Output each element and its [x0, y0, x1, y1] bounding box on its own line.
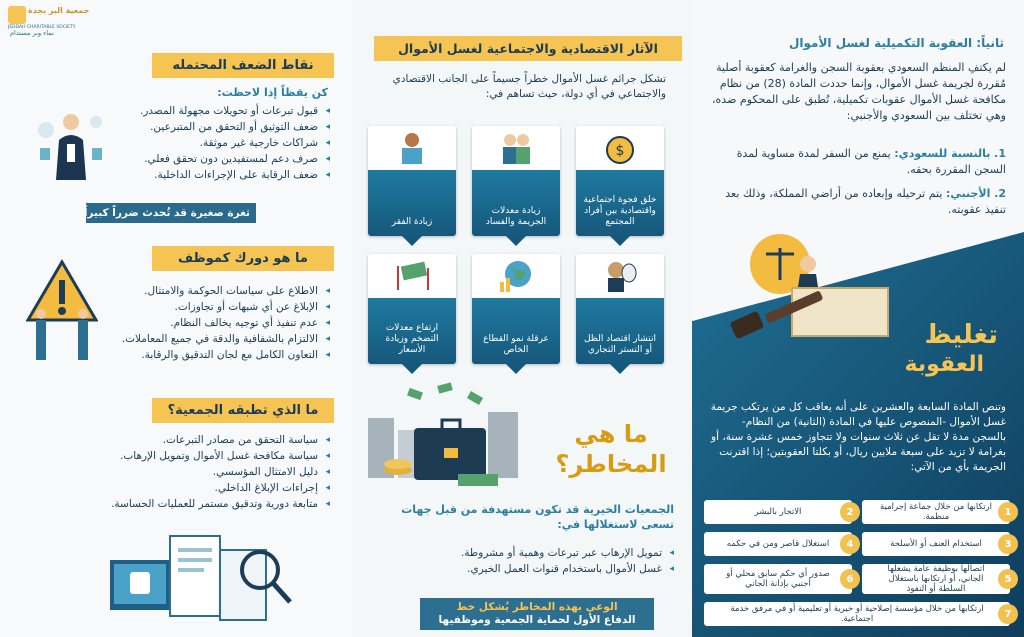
case-number: 1: [998, 502, 1018, 522]
aggravation-title-line2: العقوبة: [904, 352, 984, 377]
list-item: ◂ إجراءات الإبلاغ الداخلي.: [80, 481, 330, 495]
effects-title: الآثار الاقتصادية والاجتماعية لغسل الأموال: [374, 36, 682, 61]
businessman-illustration-icon: [26, 100, 116, 190]
list-item: ◂ غسل الأموال باستخدام قنوات العمل الخيري.: [374, 562, 674, 576]
weak-points-list: [110, 104, 330, 184]
case-number: 5: [998, 569, 1018, 589]
masks-icon: [600, 258, 640, 294]
article-text: وتنص المادة السابعة والعشرين على أنه يعاقب كل من يرتكب جريمة غسل الأموال -المنصوص عليها في المادة (الثانية) من النظام- بالسجن مدة لا تقل عن ثلاث سنوات ولا تتجاوز خمس عشرة سنة، أو بغرامة لا تزيد على سبعة ملايين ريال، أو بكلتا العقوبتين؛ إذا اقترنت الجريمة بأي من الآتي:: [710, 401, 1006, 473]
list-item: ◂ دليل الامتثال المؤسسي.: [80, 465, 330, 479]
case-item: [862, 532, 1010, 556]
effect-card-label: ارتفاع معدلات التضخم وزيادة الأسعار: [385, 323, 439, 355]
case-item: [704, 564, 852, 594]
case-text: اتصالها بوظيفة عامة يشغلها الجاني، أو ارتكابها باستغلال السلطة أو النفوذ: [887, 564, 985, 594]
list-item: ◂ التعاون الكامل مع لجان التدقيق والرقابة.: [100, 348, 330, 362]
case-text: ارتكابها من خلال مؤسسة إصلاحية أو خيرية أو تعليمية أو في مرفق خدمة اجتماعية.: [730, 604, 984, 624]
case-text: صدور أي حكم سابق محلي أو أجنبي بإدانة الجاني: [726, 569, 830, 589]
effect-card: [472, 126, 560, 236]
list-item: ◂ عدم تنفيذ أي توجيه يخالف النظام.: [100, 316, 330, 330]
awareness-tag: [420, 598, 654, 630]
list-item: ◂ سياسة مكافحة غسل الأموال وتمويل الإرهاب.: [80, 449, 330, 463]
judge-gavel-illustration-icon: [704, 218, 894, 368]
case-item: [862, 564, 1010, 594]
inflation-icon: [392, 258, 432, 294]
case-item: [704, 602, 1010, 626]
left-panel: [0, 0, 352, 637]
case-item: [704, 500, 852, 524]
list-item: ◂ سياسة التحقق من مصادر التبرعات.: [80, 433, 330, 447]
effect-card: [576, 254, 664, 364]
effects-intro: تشكل جرائم غسل الأموال خطراً جسيماً على الجانب الاقتصادي والاجتماعي في أي دولة، حيث تساهم في:: [392, 73, 666, 100]
society-applies-list: [80, 433, 330, 513]
effect-card-label: انتشار اقتصاد الظل أو التستر التجاري: [583, 334, 657, 355]
weak-points-tag: ثغرة صغيرة قد تُحدث ضرراً كبيراً: [86, 203, 256, 223]
case-number: 2: [840, 502, 860, 522]
saudi-penalty: [710, 146, 1006, 178]
effect-card-label: زيادة معدلات الجريمة والفساد: [485, 206, 547, 227]
risks-title-line1: ما هي: [574, 420, 648, 448]
saudi-text: يمنع من السفر لمدة مساوية لمدة السجن المقررة بحقه.: [736, 147, 1006, 176]
awareness-line1: الوعي بهذه المخاطر يُشكل خط: [456, 601, 618, 613]
criminals-icon: [496, 130, 536, 166]
list-item: ◂ قبول تبرعات أو تحويلات مجهولة المصدر.: [110, 104, 330, 118]
list-item: ◂ ضعف الرقابة على الإجراءات الداخلية.: [110, 168, 330, 182]
foreign-label: 2. الأجنبي:: [945, 187, 1006, 200]
right-panel: [692, 0, 1024, 637]
list-item: ◂ الإبلاغ عن أي شبهات أو تجاوزات.: [100, 300, 330, 314]
case-number: 6: [840, 569, 860, 589]
case-text: استغلال قاصر ومن في حكمه: [726, 539, 830, 549]
case-item: [704, 532, 852, 556]
penalty-text: لم يكتفِ المنظم السعودي بعقوبة السجن والغرامة كعقوبة أصلية مُقررة لجريمة غسل الأموال، وإنما حددت المادة (28) من نظام مكافحة غسل الأموال عقوبات تكميلية، تُطبق على المحكوم ضده، وهي تختلف بين السعودي والأجنبي:: [711, 61, 1006, 122]
case-number: 7: [998, 604, 1018, 624]
svg-text:$: $: [615, 143, 625, 159]
risks-list: [374, 546, 674, 578]
globe-chart-icon: [496, 258, 536, 294]
list-item: ◂ صرف دعم لمستفيدين دون تحقق فعلي.: [110, 152, 330, 166]
effect-card: [576, 126, 664, 236]
effect-card: [472, 254, 560, 364]
employee-role-list: [100, 284, 330, 364]
case-number: 4: [840, 534, 860, 554]
effect-card: [368, 126, 456, 236]
middle-panel: [352, 0, 692, 637]
list-item: ◂ تمويل الإرهاب عبر تبرعات وهمية أو مشروطة.: [374, 546, 674, 560]
case-text: استخدام العنف أو الأسلحة: [890, 539, 982, 549]
weak-points-subtitle: كن يقظاً إذا لاحظت:: [217, 86, 328, 99]
list-item: ◂ ضعف التوثيق أو التحقق من المتبرعين.: [110, 120, 330, 134]
list-item: ◂ الاطلاع على سياسات الحوكمة والامتثال.: [100, 284, 330, 298]
logo-sub: JEDDAH CHARITABLE SOCIETY: [8, 25, 76, 30]
aggravation-title-line1: تغليظ: [924, 320, 998, 350]
penalty-title: ثانياً: العقوبة التكميلية لغسل الأموال: [788, 36, 1004, 50]
case-text: ارتكابها من خلال جماعة إجرامية منظمة.: [879, 502, 993, 522]
foreign-text: يتم ترحيله وإبعاده من أراضي المملكة، وذلك بعد تنفيذ عقوبته.: [725, 187, 1006, 216]
effect-card-label: خلق فجوة اجتماعية واقتصادية بين أفراد المجتمع: [583, 195, 657, 227]
awareness-line2: الدفاع الأول لحماية الجمعية وموظفيها: [438, 614, 636, 626]
warning-sign-icon: [26, 258, 98, 368]
slogan: نماء وبر مستدام: [10, 29, 54, 37]
case-text: الاتجار بالبشر: [754, 507, 802, 517]
list-item: ◂ متابعة دورية وتدقيق مستمر للعمليات الحساسة.: [80, 497, 330, 511]
money-briefcase-illustration-icon: [358, 378, 538, 498]
list-item: ◂ شراكات خارجية غير موثقة.: [110, 136, 330, 150]
saudi-label: 1. بالنسبة للسعودي:: [894, 147, 1006, 160]
effect-card: [368, 254, 456, 364]
employee-role-title: ما هو دورك كموظف: [152, 246, 334, 271]
effect-card-label: عرقلة نمو القطاع الخاص: [483, 334, 549, 355]
list-item: ◂ الالتزام بالشفافية والدقة في جميع المعاملات.: [100, 332, 330, 346]
society-applies-title: ما الذي تطبقه الجمعية؟: [152, 398, 334, 423]
logo-text: جمعية البر بجدة: [28, 6, 90, 15]
documents-security-illustration-icon: [70, 530, 310, 630]
case-item: [862, 500, 1010, 524]
poverty-icon: [392, 130, 432, 166]
risks-title-line2: المخاطر؟: [555, 450, 667, 478]
risks-text: الجمعيات الخيرية قد تكون مستهدفة من قبل جهات تسعى لاستغلالها في:: [401, 503, 674, 531]
effect-card-label: زيادة الفقر: [391, 217, 433, 227]
foreign-penalty: [710, 186, 1006, 218]
case-number: 3: [998, 534, 1018, 554]
money-bag-icon: [600, 130, 640, 166]
weak-points-title: نقاط الضعف المحتمله: [152, 53, 334, 78]
